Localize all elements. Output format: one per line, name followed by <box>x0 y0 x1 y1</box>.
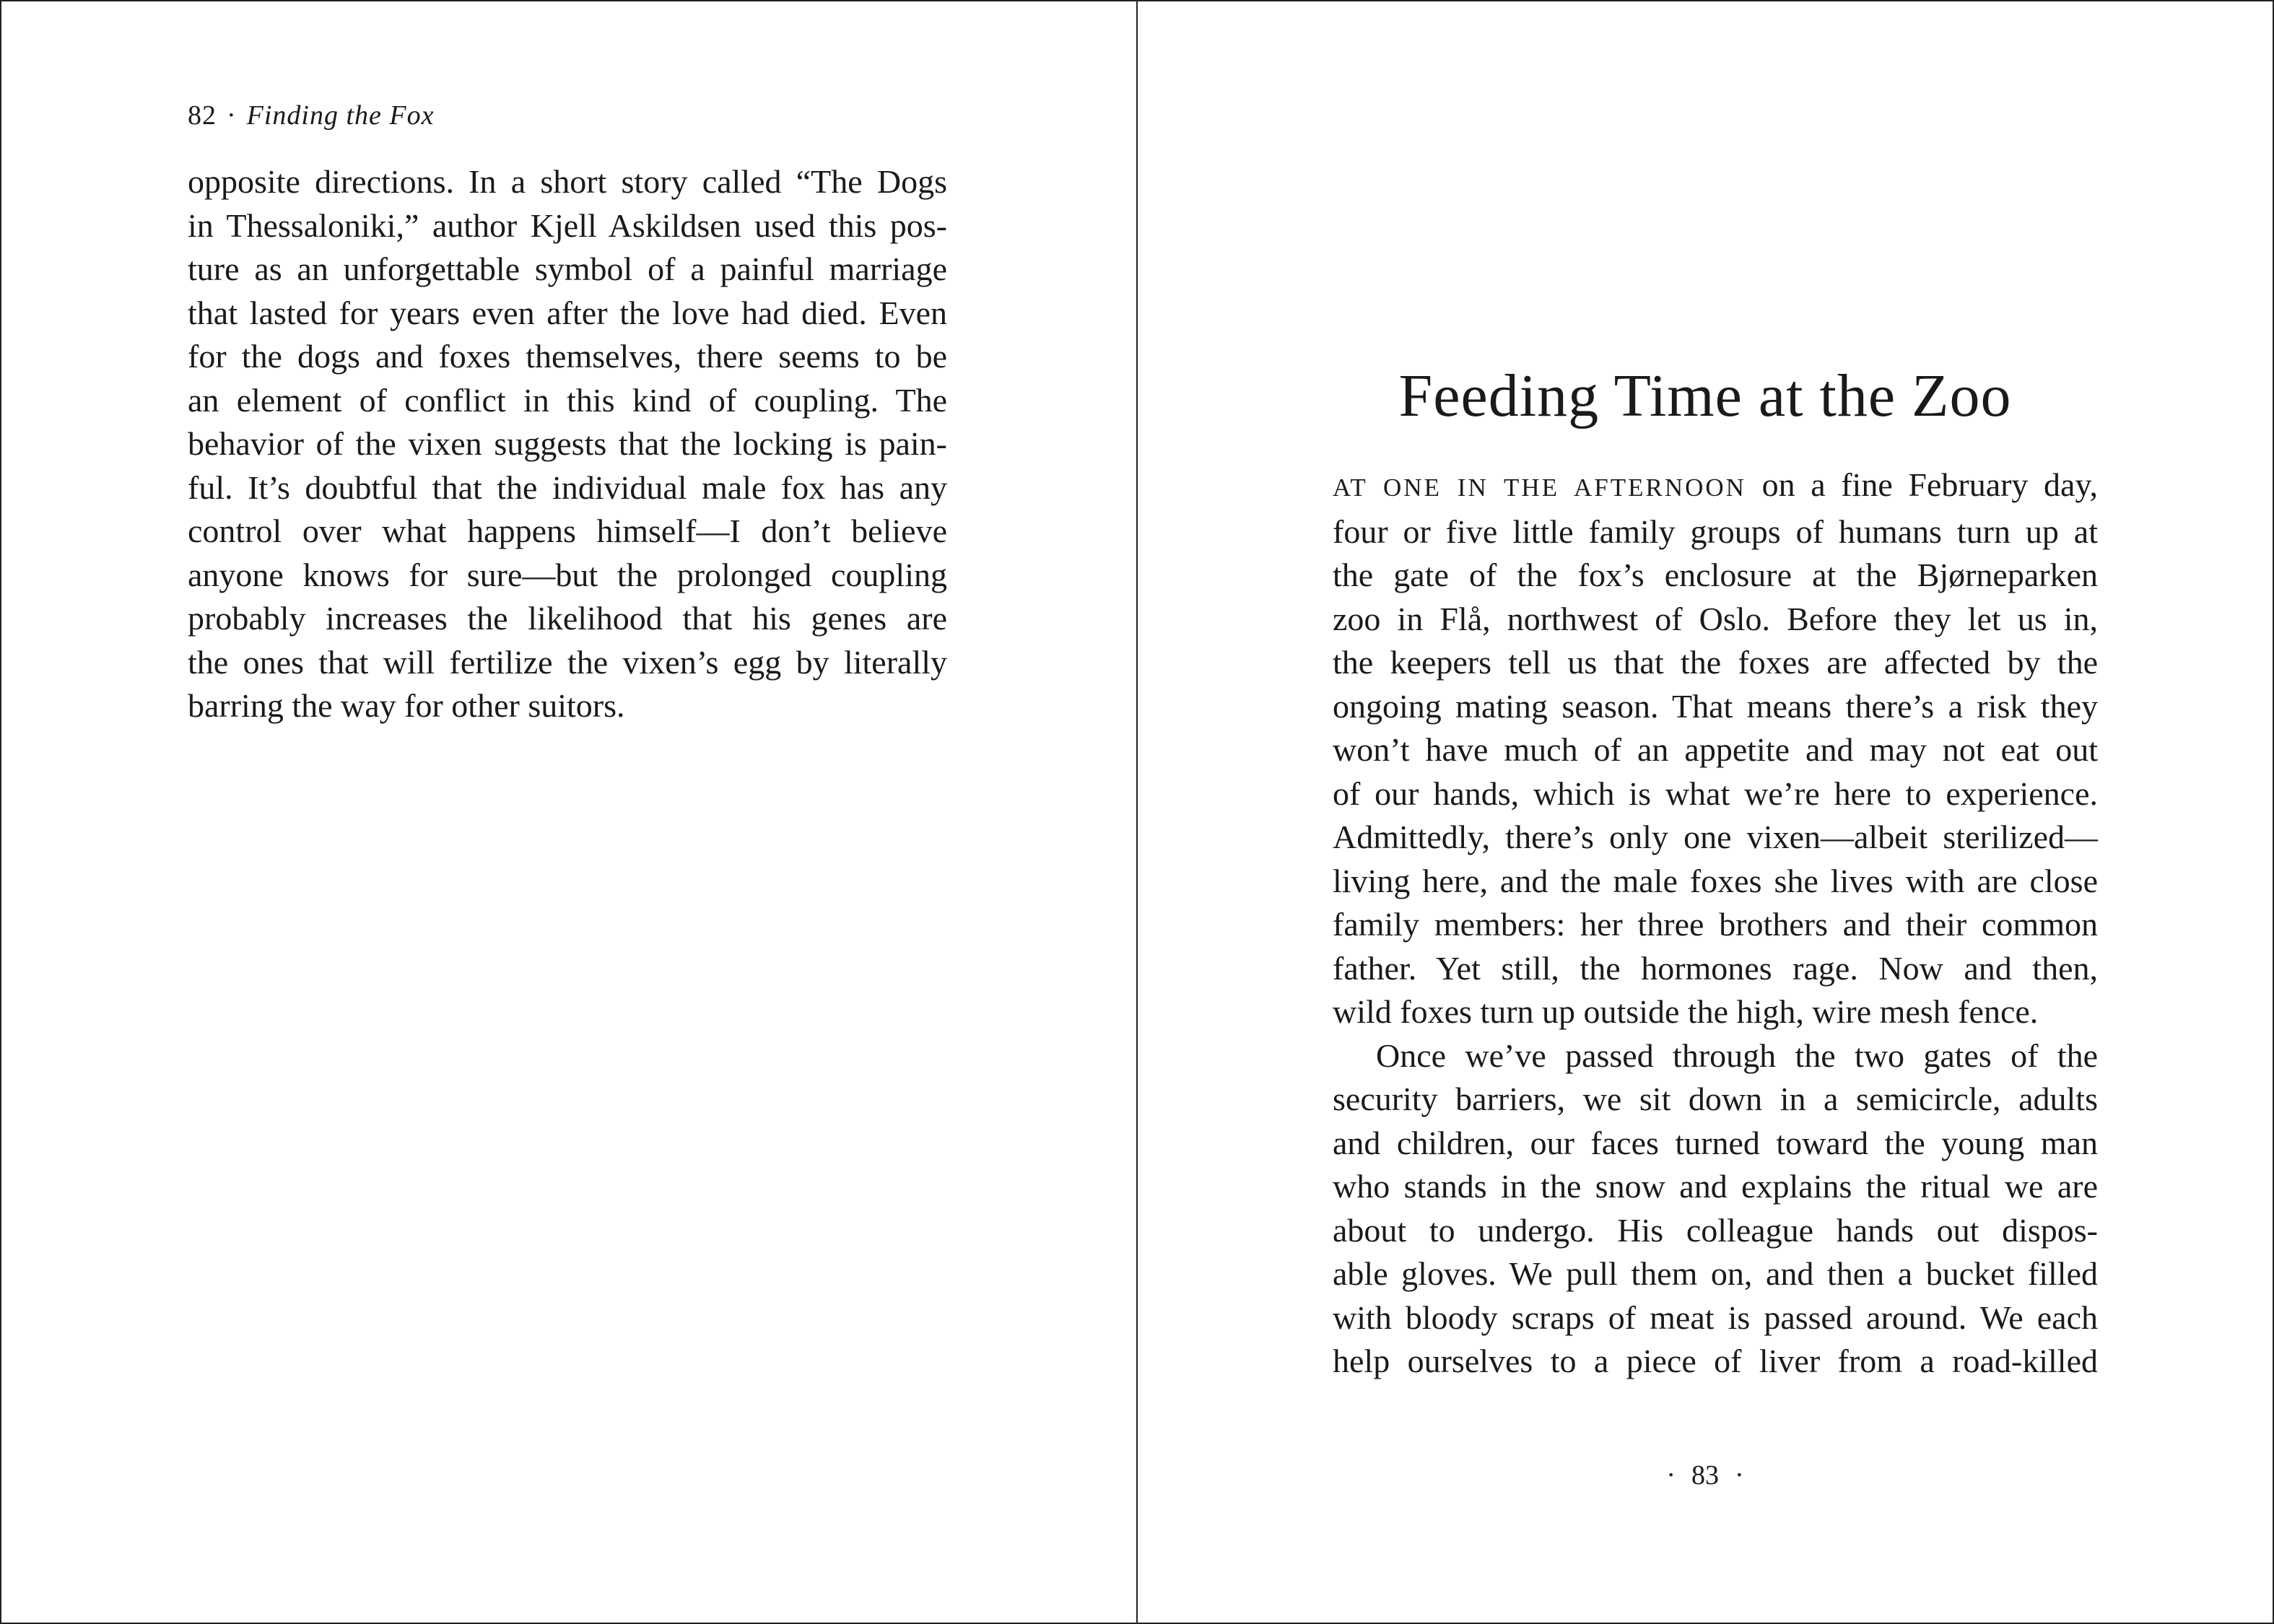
text-line: help ourselves to a piece of liver from a road-killed <box>1333 1343 2098 1379</box>
text-line: control over what happens himself—I don’t believe <box>188 512 947 549</box>
text-line: who stands in the snow and explains the ritual we are <box>1333 1168 2098 1205</box>
text-line: the keepers tell us that the foxes are affected by the <box>1333 644 2098 681</box>
text-line: ongoing mating season. That means there’s a risk they <box>1333 687 2098 725</box>
page-number: 82 <box>188 100 217 131</box>
text-line: ture as an unforgettable symbol of a painful marriage <box>188 250 947 287</box>
text-line: about to undergo. His colleague hands out dispos- <box>1333 1211 2098 1249</box>
text-line: ful. It’s doubtful that the individual male fox has any <box>188 468 947 506</box>
text-line: the gate of the fox’s enclosure at the Bjørneparken <box>1333 556 2098 593</box>
text-line: with bloody scraps of meat is passed around. We each <box>1333 1298 2098 1336</box>
text-line: anyone knows for sure—but the prolonged coupling <box>188 556 947 593</box>
text-line: and children, our faces turned toward the young man <box>1333 1124 2098 1161</box>
folio <box>1138 1459 2273 1491</box>
text-line: barring the way for other suitors. <box>188 687 625 724</box>
text-line: security barriers, we sit down in a semicircle, adults <box>1333 1081 2098 1117</box>
folio-dot-left: · <box>1666 1460 1676 1490</box>
folio-page-number: 83 <box>1691 1460 1719 1490</box>
text-line: that lasted for years even after the love had died. Even <box>188 294 947 331</box>
text-line: father. Yet still, the hormones rage. Now and then, <box>1333 949 2098 987</box>
text-line: Admittedly, there’s only one vixen—albeit sterilized— <box>1333 818 2098 855</box>
text-line-opening <box>1333 463 2098 510</box>
right-body-text <box>1333 463 2098 1384</box>
opening-line-rest: on a fine February day, <box>1746 466 2098 503</box>
text-line: the ones that will fertilize the vixen’s egg by literally <box>188 643 947 681</box>
text-line: zoo in Flå, northwest of Oslo. Before they let us in, <box>1333 600 2098 637</box>
left-page <box>1 1 1138 1623</box>
chapter-title: Feeding Time at the Zoo <box>1398 362 2012 429</box>
text-line: for the dogs and foxes themselves, there seems to be <box>188 338 947 375</box>
text-line: probably increases the likelihood that his genes are <box>188 600 947 637</box>
separator-dot: · <box>227 100 237 131</box>
text-line: in Thessaloniki,” author Kjell Askildsen used this pos- <box>188 206 947 244</box>
running-head <box>188 100 435 131</box>
left-body-text <box>188 160 947 728</box>
text-line: behavior of the vixen suggests that the locking is pain- <box>188 425 947 462</box>
text-line: living here, and the male foxes she lives with are close <box>1333 862 2098 899</box>
text-line: four or five little family groups of humans turn up at <box>1333 512 2098 550</box>
text-line: family members: her three brothers and their common <box>1333 906 2098 943</box>
text-line: won’t have much of an appetite and may not eat out <box>1333 731 2098 768</box>
book-title: Finding the Fox <box>246 100 435 131</box>
text-line: wild foxes turn up outside the high, wire mesh fence. <box>1333 993 2039 1030</box>
opening-small-caps: AT ONE IN THE AFTERNOON <box>1333 473 1746 502</box>
right-page <box>1138 1 2273 1623</box>
text-line: able gloves. We pull them on, and then a bucket filled <box>1333 1255 2098 1292</box>
text-line: opposite directions. In a short story called “The Dogs <box>188 163 947 200</box>
folio-dot-right: · <box>1735 1460 1744 1490</box>
text-line: an element of conflict in this kind of coupling. The <box>188 381 947 419</box>
text-line: of our hands, which is what we’re here to experience. <box>1333 774 2098 812</box>
text-line: Once we’ve passed through the two gates of the <box>1376 1036 2098 1074</box>
